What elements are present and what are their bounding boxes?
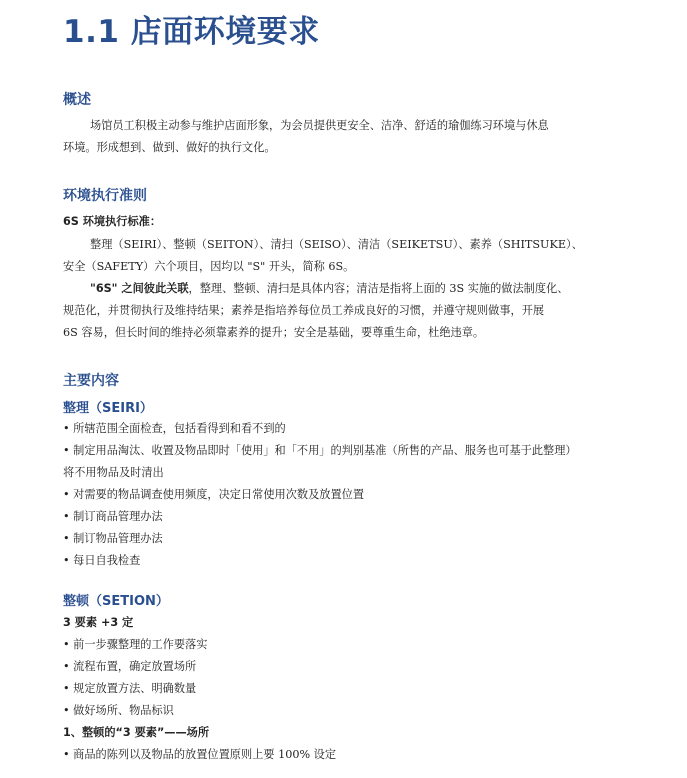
env-rules-heading: 环境执行准则 <box>63 188 147 204</box>
rules-para2-line-1 <box>90 280 568 296</box>
rules-para2-bold: "6S" 之间彼此关联 <box>90 282 189 295</box>
rules-para2-line-3: 6S 容易，但长时间的维持必须靠素养的提升；安全是基础，要尊重生命，杜绝违章。 <box>63 326 485 339</box>
rules-para1-line-1: 整理（SEIRI）、整顿（SEITON）、清扫（SEISO）、清洁（SEIKETSU）、素养（SHITSUKE）、 <box>90 238 583 251</box>
overview-line-2: 环境。形成想到、做到、做好的执行文化。 <box>63 141 276 154</box>
seiri-line: • 对需要的物品调查使用频度，决定日常使用次数及放置位置 <box>63 488 365 501</box>
rules-para2-rest: ，整理、整顿、清扫是具体内容；清洁是指将上面的 3S 实施的做法制度化、 <box>188 282 569 295</box>
page-title: 1.1 店面环境要求 <box>63 14 320 50</box>
rules-para2-line-2: 规范化，并贯彻执行及维持结果；素养是指培养每位员工养成良好的习惯，并遵守规则做事，开展 <box>63 304 545 317</box>
overview-heading: 概述 <box>63 92 91 108</box>
seiri-heading: 整理（SEIRI） <box>63 401 153 416</box>
rules-para1-line-2: 安全（SAFETY）六个项目，因均以 "S" 开头，简称 6S。 <box>63 260 355 273</box>
seiri-line: • 制定用品淘汰、收置及物品即时「使用」和「不用」的判别基准（所售的产品、服务也可基于此整理） <box>63 444 577 457</box>
overview-line-1: 场馆员工积极主动参与维护店面形象，为会员提供更安全、洁净、舒适的瑜伽练习环境与休息 <box>90 119 549 132</box>
setion-point-1-line: • 商品的陈列以及物品的放置位置原则上要 100% 设定 <box>63 748 337 761</box>
standard-label: 6S 环境执行标准： <box>63 215 162 228</box>
seiri-line: • 制订物品管理办法 <box>63 532 163 545</box>
setion-line: • 前一步骤整理的工作要落实 <box>63 638 208 651</box>
setion-point-1: 1、整顿的“3 要素”——场所 <box>63 726 210 739</box>
main-heading: 主要内容 <box>63 373 119 389</box>
setion-line: • 做好场所、物品标识 <box>63 704 174 717</box>
setion-line: • 规定放置方法、明确数量 <box>63 682 197 695</box>
setion-sub-label: 3 要素 +3 定 <box>63 616 134 629</box>
seiri-line: 将不用物品及时清出 <box>63 466 164 479</box>
seiri-line: • 每日自我检查 <box>63 554 141 567</box>
seiri-line: • 制订商品管理办法 <box>63 510 163 523</box>
seiri-line: • 所辖范围全面检查，包括看得到和看不到的 <box>63 422 286 435</box>
setion-line: • 流程布置，确定放置场所 <box>63 660 197 673</box>
setion-heading: 整顿（SETION） <box>63 594 169 609</box>
